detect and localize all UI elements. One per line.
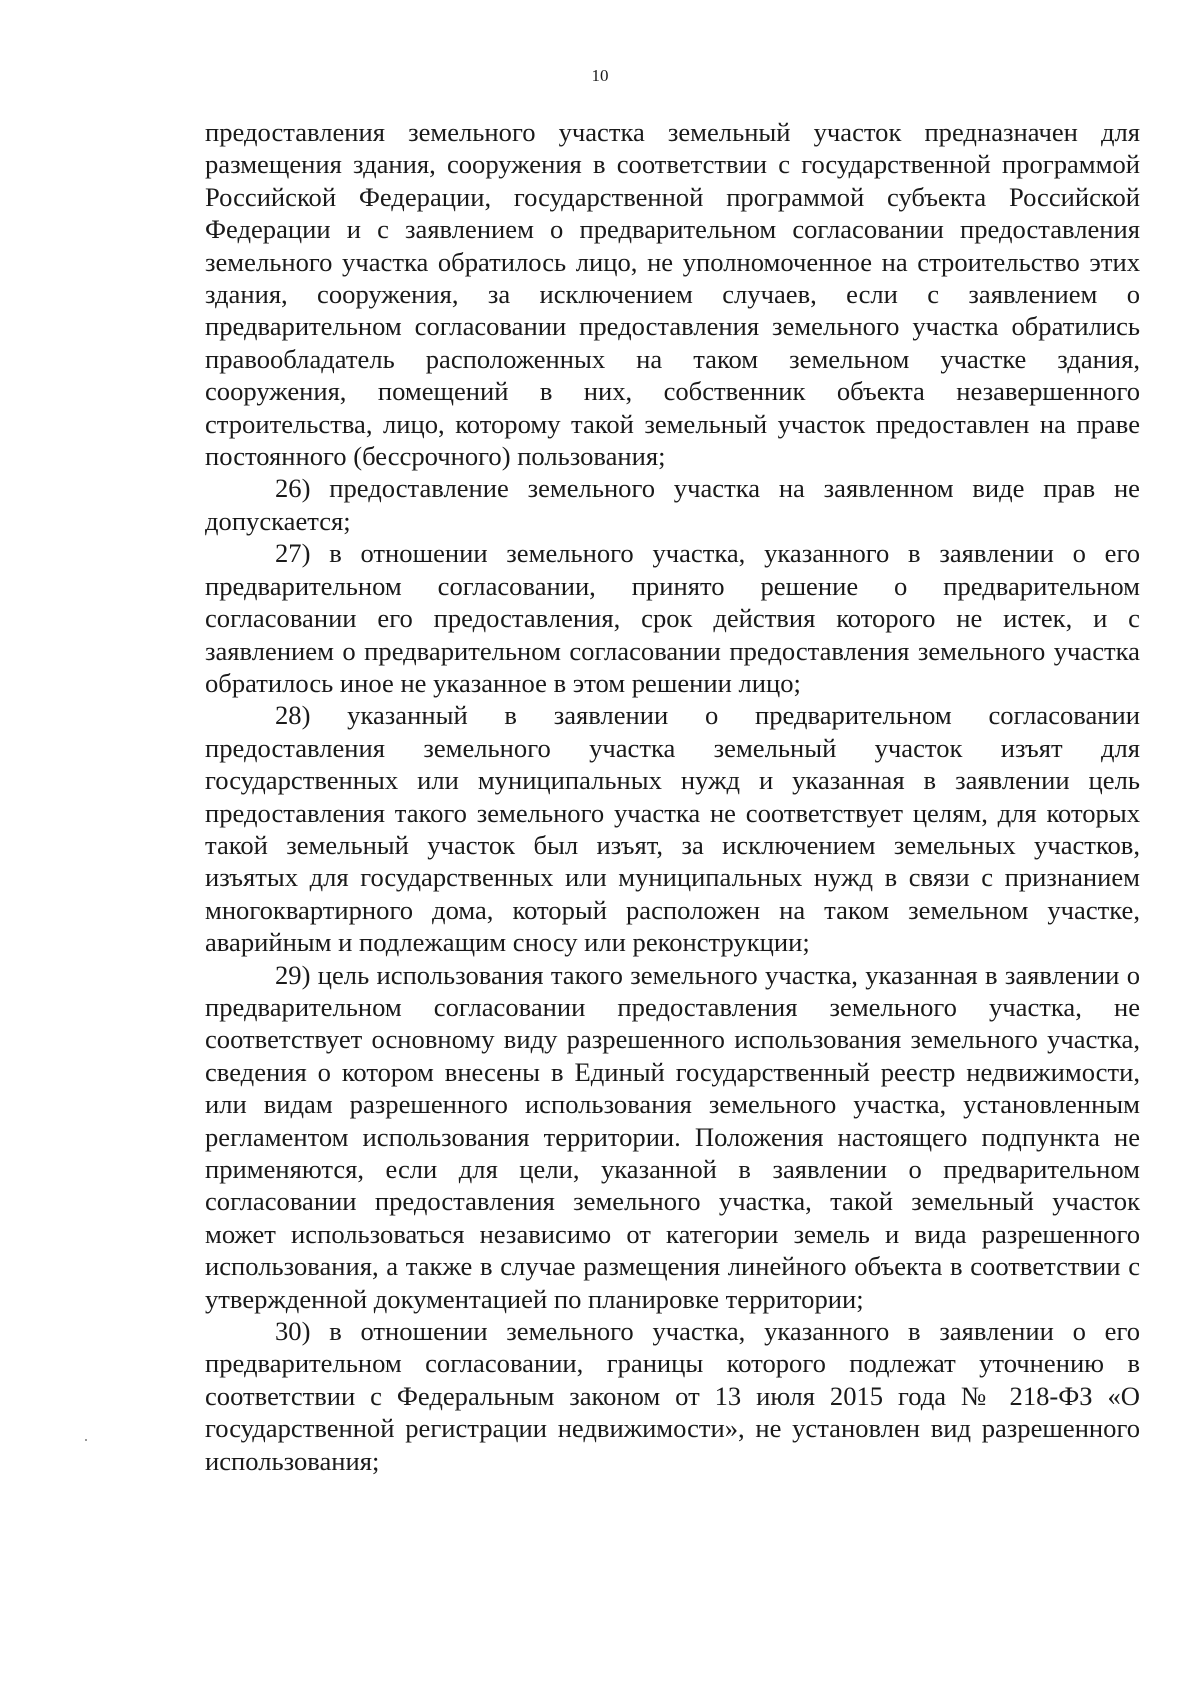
paragraph-item-26: 26) предоставление земельного участка на заявленном виде прав не допускается; [205,473,1140,536]
paragraph-item-28: 28) указанный в заявлении о предварительном согласовании предоставления земельного участка земельный участок изъят для государственных или муниципальных нужд и указанная в заявлении цель предоставления такого земельного участка не соответствует целям, для которых такой земельный участок был изъят, за исключением земельных участков, изъятых для государственных или муниципальных нужд в связи с признанием многоквартирного дома, который расположен на таком земельном участке, аварийным и подлежащим сносу или реконструкции; [205,700,1140,958]
paragraph-item-29: 29) цель использования такого земельного участка, указанная в заявлении о предварительном согласовании предоставления земельного участка, не соответствует основному виду разрешенного использования земельного участка, сведения о котором внесены в Единый государственный реестр недвижимости, или видам разрешенного использования земельного участка, установленным регламентом использования территории. Положения настоящего подпункта не применяются, если для цели, указанной в заявлении о предварительном согласовании предоставления земельного участка, такой земельный участок может использоваться независимо от категории земель и вида разрешенного использования, а также в случае размещения линейного объекта в соответствии с утвержденной документацией по планировке территории; [205,959,1140,1314]
document-body [205,116,1140,1477]
paragraph-continuation: предоставления земельного участка земельный участок предназначен для размещения здания, сооружения в соответствии с государственной программой Российской Федерации, государственной программой субъекта Российской Федерации и с заявлением о предварительном согласовании предоставления земельного участка обратилось лицо, не уполномоченное на строительство этих здания, сооружения, за исключением случаев, если с заявлением о предварительном согласовании предоставления земельного участка обратились правообладатель расположенных на таком земельном участке здания, сооружения, помещений в них, собственник объекта незавершенного строительства, лицо, которому такой земельный участок предоставлен на праве постоянного (бессрочного) пользования; [205,117,1140,472]
page-number: 10 [591,66,609,85]
scan-speck [85,1439,87,1441]
paragraph-item-30: 30) в отношении земельного участка, указанного в заявлении о его предварительном согласовании, границы которого подлежат уточнению в соответствии с Федеральным законом от 13 июля 2015 года № 218-ФЗ «О государственной регистрации недвижимости», не установлен вид разрешенного использования; [205,1316,1140,1476]
paragraph-item-27: 27) в отношении земельного участка, указанного в заявлении о его предварительном согласовании, принято решение о предварительном согласовании его предоставления, срок действия которого не истек, и с заявлением о предварительном согласовании предоставления земельного участка обратилось иное не указанное в этом решении лицо; [205,538,1140,698]
